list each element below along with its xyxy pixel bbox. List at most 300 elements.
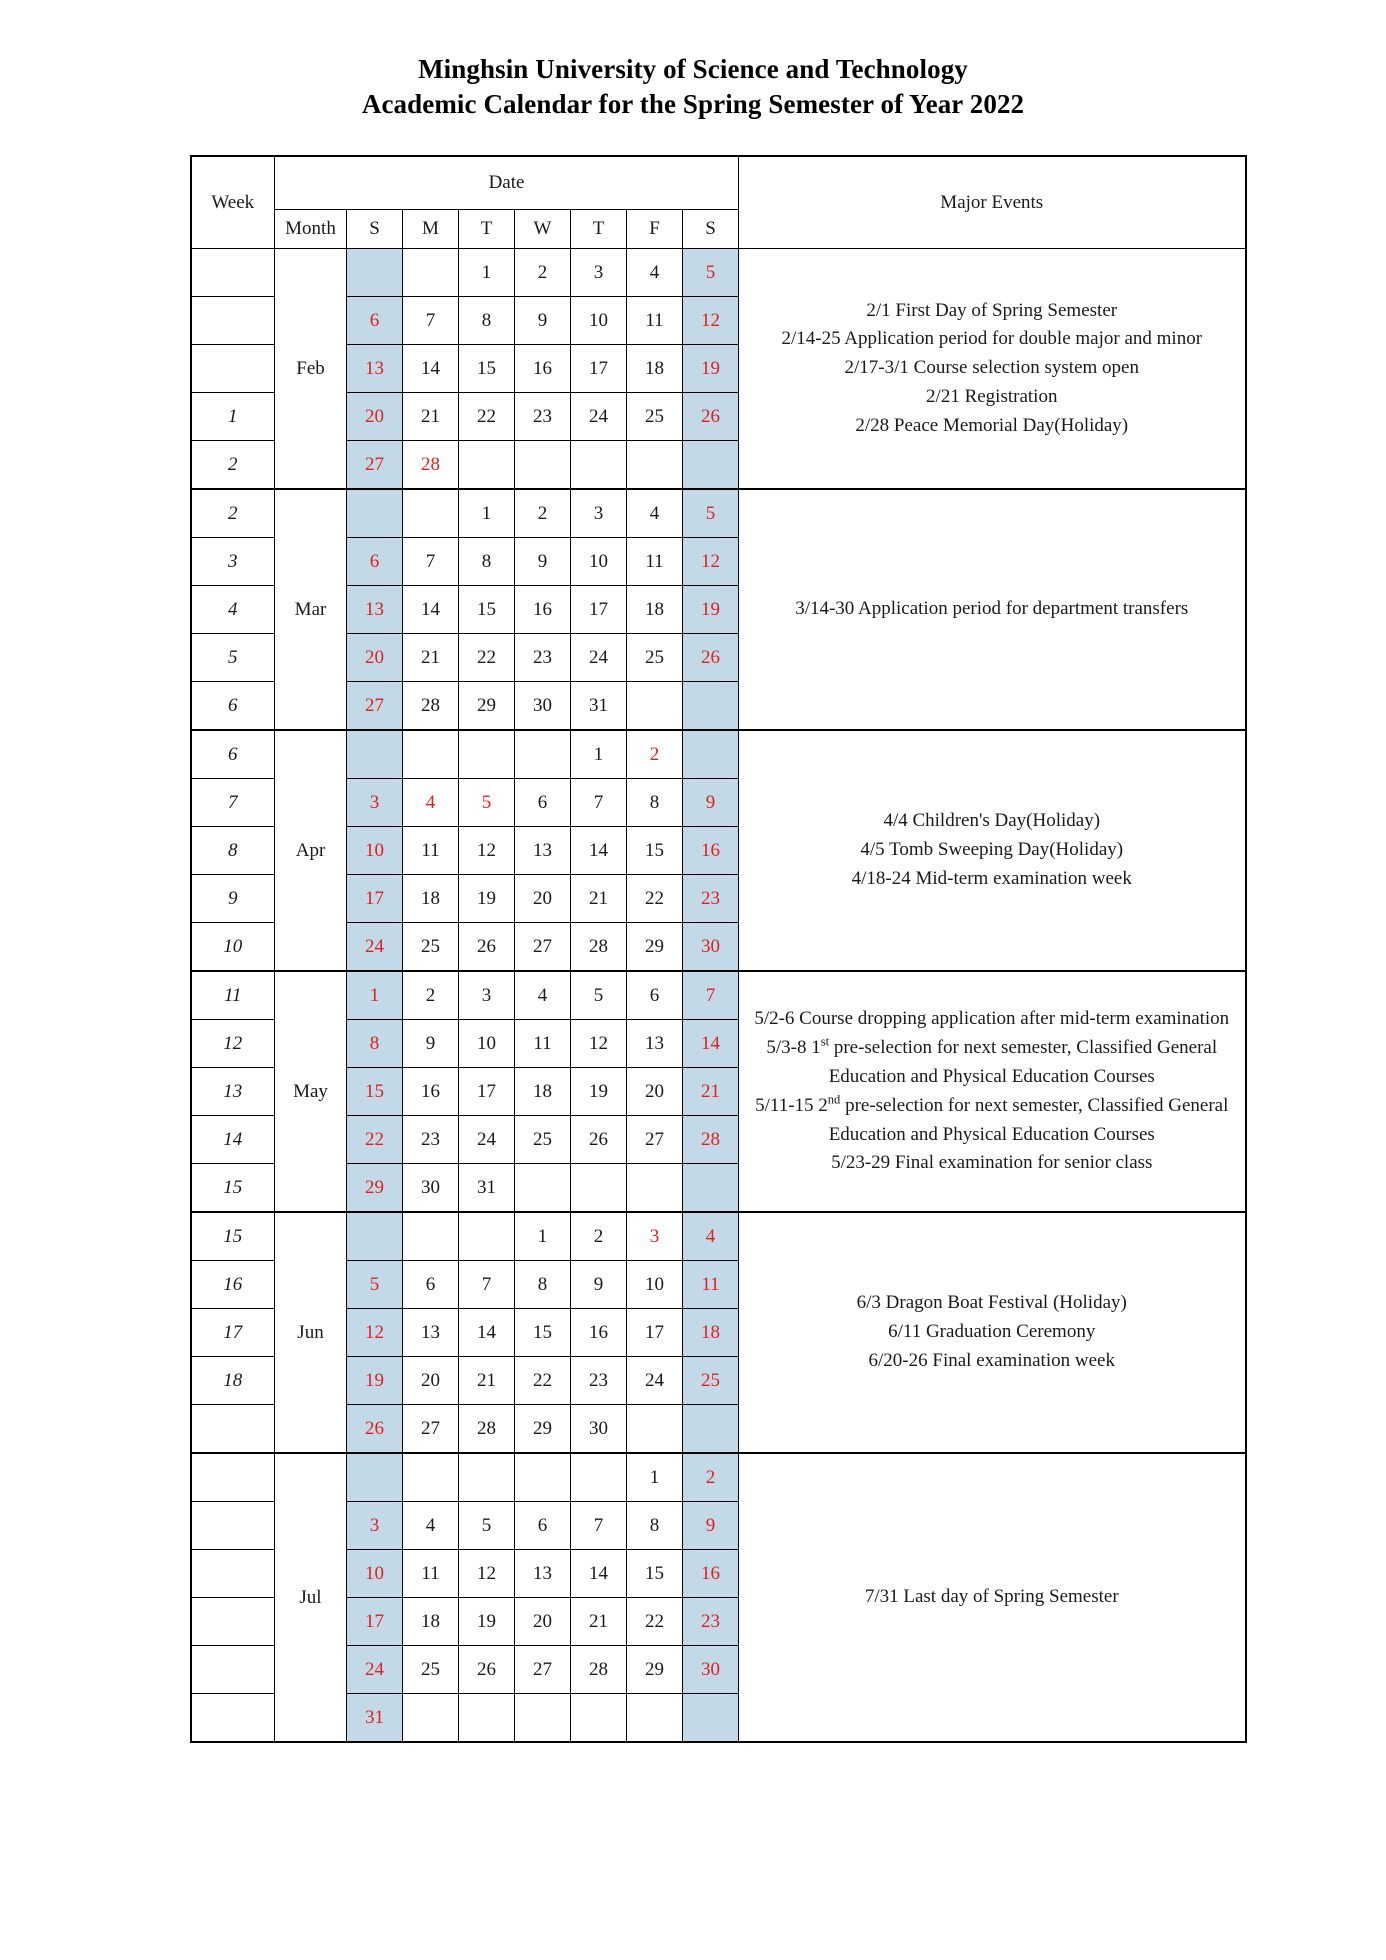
week-number-cell (191, 1694, 275, 1743)
event-line: 2/1 First Day of Spring Semester (866, 299, 1118, 321)
table-head (191, 156, 1246, 249)
day-cell: 1 (571, 730, 627, 779)
week-number-cell: 16 (191, 1261, 275, 1309)
day-cell (571, 1694, 627, 1743)
day-cell: 6 (347, 538, 403, 586)
day-cell: 14 (571, 1550, 627, 1598)
day-cell: 2 (571, 1212, 627, 1261)
day-cell: 28 (571, 923, 627, 972)
day-cell: 25 (627, 393, 683, 441)
calendar-week-row (191, 249, 1246, 297)
day-cell (515, 1164, 571, 1213)
day-cell (627, 441, 683, 490)
week-number-cell: 4 (191, 586, 275, 634)
event-line: 5/11-15 2nd pre-selection for next semester, Classified General Education and Physical Education Courses (755, 1092, 1229, 1145)
header-week: Week (191, 156, 275, 249)
major-events-cell (739, 730, 1246, 971)
week-number-cell (191, 1598, 275, 1646)
day-cell: 12 (571, 1020, 627, 1068)
day-cell: 21 (571, 875, 627, 923)
week-number-cell: 12 (191, 1020, 275, 1068)
day-cell: 5 (459, 1502, 515, 1550)
day-cell (627, 1694, 683, 1743)
week-number-cell: 15 (191, 1212, 275, 1261)
day-cell: 31 (459, 1164, 515, 1213)
title-line-1: Minghsin University of Science and Technology (418, 54, 968, 84)
day-cell: 6 (403, 1261, 459, 1309)
day-cell: 23 (515, 634, 571, 682)
day-cell: 24 (347, 1646, 403, 1694)
header-dow-thu: T (571, 210, 627, 249)
week-number-cell: 15 (191, 1164, 275, 1213)
day-cell: 3 (347, 1502, 403, 1550)
day-cell (683, 1405, 739, 1454)
day-cell: 6 (515, 779, 571, 827)
day-cell: 17 (347, 1598, 403, 1646)
day-cell: 27 (403, 1405, 459, 1454)
week-number-cell: 11 (191, 971, 275, 1020)
week-number-cell (191, 345, 275, 393)
day-cell (683, 682, 739, 731)
day-cell (347, 249, 403, 297)
day-cell: 12 (683, 297, 739, 345)
day-cell: 15 (515, 1309, 571, 1357)
day-cell: 30 (571, 1405, 627, 1454)
day-cell: 11 (403, 1550, 459, 1598)
week-number-cell (191, 1405, 275, 1454)
day-cell: 20 (403, 1357, 459, 1405)
day-cell: 2 (627, 730, 683, 779)
day-cell: 26 (459, 923, 515, 972)
day-cell: 11 (627, 538, 683, 586)
day-cell: 19 (459, 875, 515, 923)
day-cell: 26 (683, 634, 739, 682)
day-cell: 21 (571, 1598, 627, 1646)
day-cell: 4 (627, 249, 683, 297)
day-cell: 8 (515, 1261, 571, 1309)
event-line: 2/21 Registration (926, 386, 1058, 408)
day-cell: 15 (459, 586, 515, 634)
day-cell: 7 (403, 538, 459, 586)
day-cell: 13 (515, 1550, 571, 1598)
day-cell: 3 (627, 1212, 683, 1261)
day-cell: 7 (403, 297, 459, 345)
day-cell: 29 (515, 1405, 571, 1454)
day-cell: 10 (627, 1261, 683, 1309)
day-cell: 15 (347, 1068, 403, 1116)
day-cell: 12 (683, 538, 739, 586)
header-month: Month (275, 210, 347, 249)
calendar-week-row (191, 1212, 1246, 1261)
day-cell: 29 (459, 682, 515, 731)
day-cell (571, 441, 627, 490)
day-cell: 20 (347, 634, 403, 682)
day-cell: 17 (459, 1068, 515, 1116)
day-cell: 27 (515, 1646, 571, 1694)
day-cell: 18 (627, 586, 683, 634)
day-cell: 18 (403, 875, 459, 923)
day-cell (403, 489, 459, 538)
day-cell (627, 1405, 683, 1454)
day-cell: 2 (403, 971, 459, 1020)
event-line: 3/14-30 Application period for department transfers (795, 598, 1189, 620)
day-cell: 2 (515, 489, 571, 538)
day-cell: 9 (403, 1020, 459, 1068)
day-cell: 12 (347, 1309, 403, 1357)
day-cell (459, 730, 515, 779)
day-cell: 7 (571, 1502, 627, 1550)
day-cell (347, 1212, 403, 1261)
day-cell: 25 (515, 1116, 571, 1164)
day-cell: 16 (571, 1309, 627, 1357)
day-cell: 28 (571, 1646, 627, 1694)
day-cell: 1 (347, 971, 403, 1020)
day-cell: 5 (683, 489, 739, 538)
week-number-cell: 10 (191, 923, 275, 972)
day-cell: 19 (683, 586, 739, 634)
event-line: 2/14-25 Application period for double major and minor (781, 328, 1203, 350)
day-cell: 9 (571, 1261, 627, 1309)
day-cell: 19 (571, 1068, 627, 1116)
week-number-cell: 2 (191, 441, 275, 490)
header-dow-sat: S (683, 210, 739, 249)
day-cell: 5 (571, 971, 627, 1020)
day-cell: 7 (571, 779, 627, 827)
event-line: 4/18-24 Mid-term examination week (851, 868, 1132, 890)
week-number-cell (191, 1453, 275, 1502)
day-cell: 20 (515, 875, 571, 923)
day-cell: 20 (515, 1598, 571, 1646)
day-cell: 4 (627, 489, 683, 538)
day-cell (403, 1212, 459, 1261)
day-cell: 10 (347, 1550, 403, 1598)
day-cell: 6 (347, 297, 403, 345)
day-cell: 5 (459, 779, 515, 827)
day-cell: 2 (683, 1453, 739, 1502)
month-name-cell: Jun (275, 1212, 347, 1453)
week-number-cell (191, 1502, 275, 1550)
day-cell: 7 (683, 971, 739, 1020)
day-cell: 3 (347, 779, 403, 827)
day-cell: 12 (459, 827, 515, 875)
major-events-cell (739, 1453, 1246, 1742)
day-cell (459, 1694, 515, 1743)
day-cell: 1 (515, 1212, 571, 1261)
day-cell: 17 (347, 875, 403, 923)
month-name-cell: May (275, 971, 347, 1212)
month-name-cell: Jul (275, 1453, 347, 1742)
day-cell: 8 (459, 538, 515, 586)
day-cell: 26 (459, 1646, 515, 1694)
header-dow-tue: T (459, 210, 515, 249)
event-line: 2/17-3/1 Course selection system open (844, 357, 1139, 379)
day-cell: 26 (683, 393, 739, 441)
day-cell: 8 (627, 779, 683, 827)
day-cell (515, 1453, 571, 1502)
week-number-cell: 5 (191, 634, 275, 682)
day-cell: 24 (347, 923, 403, 972)
day-cell (403, 1694, 459, 1743)
event-line: 2/28 Peace Memorial Day(Holiday) (855, 415, 1129, 436)
day-cell: 6 (627, 971, 683, 1020)
day-cell: 23 (571, 1357, 627, 1405)
day-cell (347, 489, 403, 538)
day-cell: 1 (459, 489, 515, 538)
week-number-cell (191, 1646, 275, 1694)
day-cell: 9 (515, 297, 571, 345)
week-number-cell: 8 (191, 827, 275, 875)
day-cell: 16 (403, 1068, 459, 1116)
event-line: 6/11 Graduation Ceremony (888, 1321, 1096, 1343)
academic-calendar-table (190, 155, 1247, 1743)
week-number-cell: 18 (191, 1357, 275, 1405)
day-cell: 11 (683, 1261, 739, 1309)
header-row-top (191, 156, 1246, 210)
day-cell: 26 (571, 1116, 627, 1164)
day-cell: 18 (683, 1309, 739, 1357)
title-line-2: Academic Calendar for the Spring Semester of Year 2022 (361, 89, 1025, 120)
day-cell: 19 (459, 1598, 515, 1646)
day-cell: 27 (515, 923, 571, 972)
day-cell: 28 (459, 1405, 515, 1454)
day-cell (403, 730, 459, 779)
event-line: 7/31 Last day of Spring Semester (864, 1586, 1119, 1608)
day-cell: 3 (459, 971, 515, 1020)
day-cell: 29 (627, 1646, 683, 1694)
day-cell (627, 682, 683, 731)
day-cell (403, 249, 459, 297)
day-cell (347, 730, 403, 779)
day-cell: 20 (627, 1068, 683, 1116)
day-cell: 24 (571, 393, 627, 441)
day-cell (683, 1694, 739, 1743)
day-cell: 16 (515, 586, 571, 634)
day-cell: 14 (403, 586, 459, 634)
day-cell: 28 (403, 682, 459, 731)
month-name-cell: Feb (275, 249, 347, 490)
day-cell: 23 (683, 875, 739, 923)
event-line: 5/3-8 1st pre-selection for next semester, Classified General Education and Physical Education Courses (766, 1034, 1218, 1087)
day-cell (683, 1164, 739, 1213)
day-cell: 28 (403, 441, 459, 490)
day-cell: 31 (571, 682, 627, 731)
day-cell: 24 (627, 1357, 683, 1405)
day-cell: 23 (403, 1116, 459, 1164)
day-cell: 30 (403, 1164, 459, 1213)
event-line: 6/20-26 Final examination week (868, 1350, 1115, 1372)
calendar-week-row (191, 489, 1246, 538)
day-cell: 19 (347, 1357, 403, 1405)
day-cell: 9 (683, 779, 739, 827)
day-cell: 17 (571, 345, 627, 393)
major-events-cell (739, 971, 1246, 1212)
day-cell: 25 (683, 1357, 739, 1405)
event-line: 5/2-6 Course dropping application after mid-term examination (754, 1008, 1230, 1030)
day-cell: 22 (459, 634, 515, 682)
day-cell: 13 (403, 1309, 459, 1357)
week-number-cell: 6 (191, 730, 275, 779)
day-cell: 23 (515, 393, 571, 441)
week-number-cell: 2 (191, 489, 275, 538)
week-number-cell: 3 (191, 538, 275, 586)
day-cell: 30 (515, 682, 571, 731)
day-cell: 25 (403, 923, 459, 972)
day-cell: 13 (347, 586, 403, 634)
day-cell: 14 (683, 1020, 739, 1068)
month-name-cell: Apr (275, 730, 347, 971)
day-cell: 4 (515, 971, 571, 1020)
day-cell: 1 (459, 249, 515, 297)
day-cell: 12 (459, 1550, 515, 1598)
day-cell (459, 1453, 515, 1502)
day-cell: 29 (627, 923, 683, 972)
day-cell: 28 (683, 1116, 739, 1164)
day-cell (683, 730, 739, 779)
day-cell: 29 (347, 1164, 403, 1213)
day-cell: 22 (627, 875, 683, 923)
day-cell (347, 1453, 403, 1502)
day-cell: 22 (459, 393, 515, 441)
week-number-cell: 13 (191, 1068, 275, 1116)
day-cell: 5 (347, 1261, 403, 1309)
day-cell (515, 441, 571, 490)
header-dow-sun: S (347, 210, 403, 249)
day-cell: 22 (347, 1116, 403, 1164)
day-cell: 18 (515, 1068, 571, 1116)
day-cell (459, 1212, 515, 1261)
day-cell: 15 (627, 827, 683, 875)
day-cell (403, 1453, 459, 1502)
day-cell (459, 441, 515, 490)
day-cell: 11 (627, 297, 683, 345)
day-cell: 25 (627, 634, 683, 682)
day-cell: 8 (347, 1020, 403, 1068)
day-cell: 18 (627, 345, 683, 393)
day-cell: 24 (459, 1116, 515, 1164)
day-cell: 25 (403, 1646, 459, 1694)
day-cell: 14 (459, 1309, 515, 1357)
day-cell: 21 (403, 634, 459, 682)
day-cell: 14 (571, 827, 627, 875)
day-cell: 22 (515, 1357, 571, 1405)
day-cell: 24 (571, 634, 627, 682)
week-number-cell (191, 1550, 275, 1598)
day-cell: 10 (347, 827, 403, 875)
day-cell: 8 (627, 1502, 683, 1550)
event-line: 4/5 Tomb Sweeping Day(Holiday) (860, 839, 1124, 861)
week-number-cell: 1 (191, 393, 275, 441)
major-events-cell (739, 489, 1246, 730)
day-cell: 4 (683, 1212, 739, 1261)
event-line: 4/4 Children's Day(Holiday) (883, 810, 1101, 832)
header-date: Date (275, 156, 739, 210)
day-cell: 1 (627, 1453, 683, 1502)
day-cell: 13 (627, 1020, 683, 1068)
day-cell: 10 (459, 1020, 515, 1068)
day-cell: 16 (515, 345, 571, 393)
day-cell: 14 (403, 345, 459, 393)
day-cell: 15 (459, 345, 515, 393)
day-cell: 16 (683, 1550, 739, 1598)
week-number-cell: 6 (191, 682, 275, 731)
day-cell (683, 441, 739, 490)
week-number-cell (191, 297, 275, 345)
day-cell: 9 (683, 1502, 739, 1550)
day-cell: 11 (515, 1020, 571, 1068)
day-cell: 7 (459, 1261, 515, 1309)
calendar-week-row (191, 971, 1246, 1020)
day-cell: 27 (627, 1116, 683, 1164)
page-title (0, 0, 1386, 122)
day-cell: 15 (627, 1550, 683, 1598)
week-number-cell: 14 (191, 1116, 275, 1164)
calendar-week-row (191, 1453, 1246, 1502)
major-events-cell (739, 1212, 1246, 1453)
day-cell (571, 1453, 627, 1502)
day-cell: 11 (403, 827, 459, 875)
day-cell (571, 1164, 627, 1213)
day-cell: 27 (347, 682, 403, 731)
month-name-cell: Mar (275, 489, 347, 730)
header-dow-mon: M (403, 210, 459, 249)
event-line: 6/3 Dragon Boat Festival (Holiday) (856, 1292, 1127, 1314)
day-cell: 30 (683, 1646, 739, 1694)
day-cell: 2 (515, 249, 571, 297)
week-number-cell: 17 (191, 1309, 275, 1357)
day-cell (515, 730, 571, 779)
day-cell: 23 (683, 1598, 739, 1646)
day-cell: 13 (347, 345, 403, 393)
day-cell: 9 (515, 538, 571, 586)
header-dow-wed: W (515, 210, 571, 249)
calendar-table-wrapper (190, 155, 1230, 1743)
day-cell: 4 (403, 779, 459, 827)
event-line: 5/23-29 Final examination for senior class (831, 1152, 1153, 1174)
day-cell: 27 (347, 441, 403, 490)
header-major-events: Major Events (739, 156, 1246, 249)
day-cell: 21 (683, 1068, 739, 1116)
day-cell (627, 1164, 683, 1213)
day-cell: 17 (627, 1309, 683, 1357)
day-cell: 10 (571, 297, 627, 345)
day-cell: 19 (683, 345, 739, 393)
day-cell: 18 (403, 1598, 459, 1646)
calendar-week-row (191, 730, 1246, 779)
day-cell: 22 (627, 1598, 683, 1646)
major-events-cell (739, 249, 1246, 490)
header-dow-fri: F (627, 210, 683, 249)
day-cell (515, 1694, 571, 1743)
day-cell: 3 (571, 489, 627, 538)
day-cell: 30 (683, 923, 739, 972)
day-cell: 20 (347, 393, 403, 441)
day-cell: 8 (459, 297, 515, 345)
day-cell: 31 (347, 1694, 403, 1743)
table-body (191, 249, 1246, 1743)
week-number-cell: 9 (191, 875, 275, 923)
week-number-cell (191, 249, 275, 297)
day-cell: 21 (459, 1357, 515, 1405)
day-cell: 4 (403, 1502, 459, 1550)
day-cell: 3 (571, 249, 627, 297)
day-cell: 6 (515, 1502, 571, 1550)
week-number-cell: 7 (191, 779, 275, 827)
day-cell: 10 (571, 538, 627, 586)
day-cell: 16 (683, 827, 739, 875)
day-cell: 26 (347, 1405, 403, 1454)
day-cell: 5 (683, 249, 739, 297)
day-cell: 21 (403, 393, 459, 441)
